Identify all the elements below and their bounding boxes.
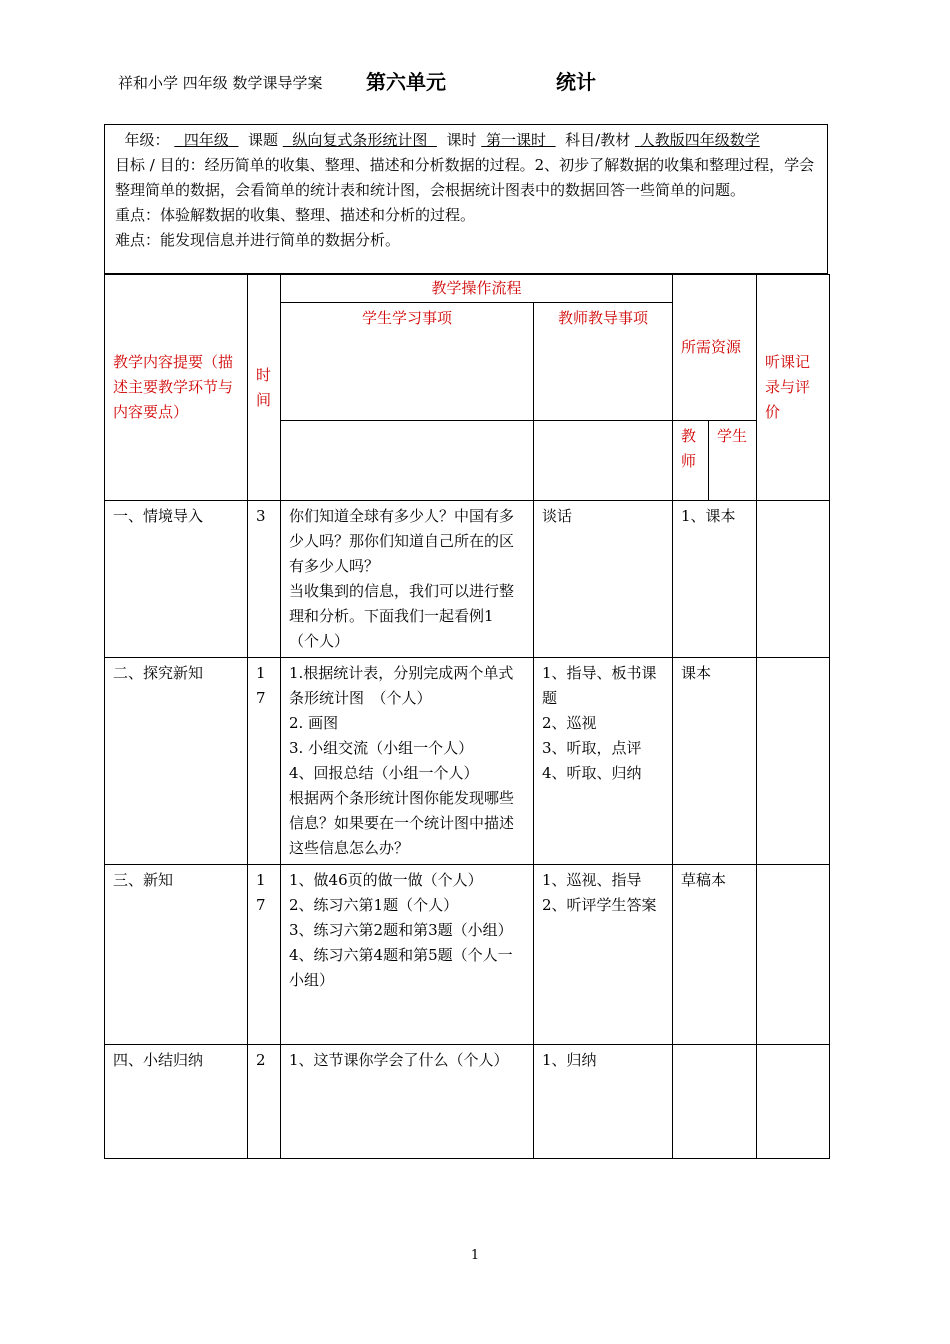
row-content: 二、探究新知 <box>105 658 248 865</box>
row-student: 1、这节课你学会了什么（个人） <box>281 1045 534 1159</box>
lesson-goal: 目标 / 目的：经历简单的收集、整理、描述和分析数据的过程。2、初步了解数据的收集和整理过程，学会整理简单的数据，会看简单的统计表和统计图，会根据统计图表中的数据回答一些简单的问题。 <box>115 156 815 199</box>
row-student: 1、做46页的做一做（个人） 2、练习六第1题（个人） 3、练习六第2题和第3题（小组） 4、练习六第4题和第5题（个人一小组） <box>281 865 534 1045</box>
period-value: 第一课时 <box>486 131 547 149</box>
table-row <box>105 865 830 1045</box>
period-label: 课时 <box>446 131 477 149</box>
page-number: 1 <box>470 1248 480 1263</box>
row-teacher: 1、巡视、指导 2、听评学生答案 <box>534 865 673 1045</box>
row-content: 四、小结归纳 <box>105 1045 248 1159</box>
row-student: 1.根据统计表，分别完成两个单式条形统计图 （个人） 2. 画图 3. 小组交流（小组一个人） 4、回报总结（小组一个人） 根据两个条形统计图你能发现哪些信息？如果要在一个统计图中描述这些信息怎么办？ <box>281 658 534 865</box>
header-resources: 所需资源 <box>673 275 757 421</box>
subject-label: 科目/教材 <box>565 131 631 149</box>
row-student: 你们知道全球有多少人？中国有多少人吗？那你们知道自己所在的区有多少人吗？ 当收集到的信息，我们可以进行整理和分析。下面我们一起看例1 （个人） <box>281 501 534 658</box>
row-notes <box>757 501 830 658</box>
header-flow: 教学操作流程 <box>281 275 673 303</box>
header-res-student: 学生 <box>709 421 757 501</box>
row-notes <box>757 1045 830 1159</box>
school-title: 祥和小学 四年级 数学课导学案 <box>118 74 323 92</box>
header-notes: 听课记录与评价 <box>757 275 830 501</box>
lesson-meta-line <box>115 128 817 153</box>
lesson-plan-table <box>104 274 830 1159</box>
header-teacher-spacer <box>534 421 673 501</box>
row-teacher: 谈话 <box>534 501 673 658</box>
table-row <box>105 1045 830 1159</box>
row-notes <box>757 658 830 865</box>
row-resource: 课本 <box>673 658 757 865</box>
row-teacher: 1、指导、板书课题 2、巡视 3、听取，点评 4、听取、归纳 <box>534 658 673 865</box>
row-resource: 草稿本 <box>673 865 757 1045</box>
unit-title: 第六单元 <box>366 70 446 94</box>
row-time: 2 <box>248 1045 281 1159</box>
lesson-label: 课题 <box>248 131 279 149</box>
header-student: 学生学习事项 <box>281 303 534 421</box>
lesson-key-point: 重点：体验解数据的收集、整理、描述和分析的过程。 <box>115 206 476 224</box>
grade-label: 年级： <box>124 131 170 149</box>
header-teacher: 教师教导事项 <box>534 303 673 421</box>
row-resource <box>673 1045 757 1159</box>
lesson-difficulty: 难点：能发现信息并进行简单的数据分析。 <box>115 231 401 249</box>
topic-title: 统计 <box>556 70 596 94</box>
row-teacher: 1、归纳 <box>534 1045 673 1159</box>
header-student-spacer <box>281 421 534 501</box>
subject-value: 人教版四年级数学 <box>639 131 760 149</box>
header-content: 教学内容提要（描述主要教学环节与内容要点） <box>105 275 248 501</box>
table-row <box>105 501 830 658</box>
lesson-value: 纵向复式条形统计图 <box>292 131 428 149</box>
row-time: 17 <box>248 865 281 1045</box>
header-res-teacher: 教师 <box>673 421 709 501</box>
grade-value: 四年级 <box>183 131 229 149</box>
row-time: 17 <box>248 658 281 865</box>
row-time: 3 <box>248 501 281 658</box>
document-header <box>118 66 838 96</box>
row-resource: 1、课本 <box>673 501 757 658</box>
table-row <box>105 658 830 865</box>
row-notes <box>757 865 830 1045</box>
header-time: 时间 <box>248 275 281 501</box>
lesson-info-box <box>104 124 828 274</box>
row-content: 一、情境导入 <box>105 501 248 658</box>
row-content: 三、新知 <box>105 865 248 1045</box>
